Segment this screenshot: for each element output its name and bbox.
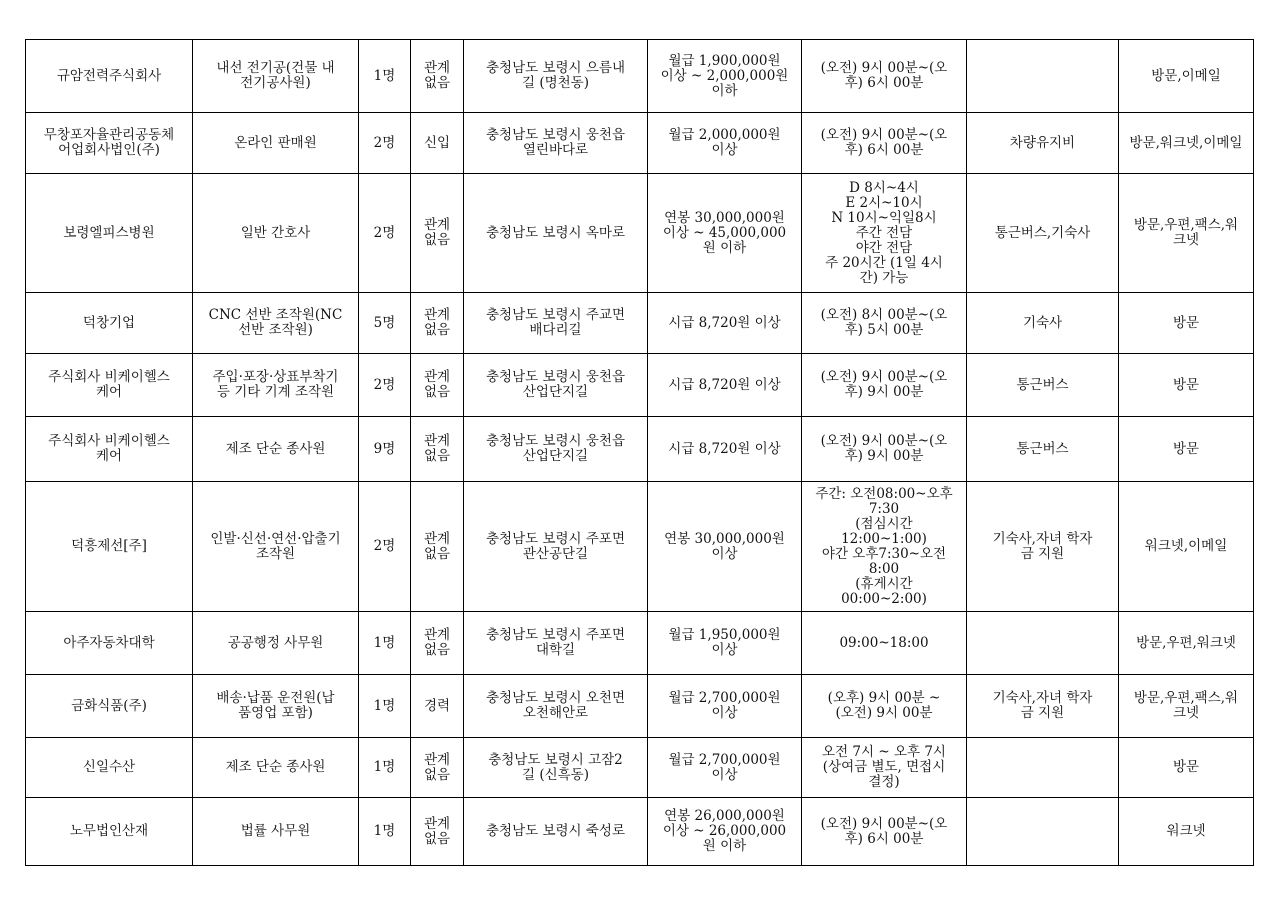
apply-method-cell: 방문 <box>1119 354 1254 417</box>
job-title-cell: CNC 선반 조작원(NC 선반 조작원) <box>193 293 359 354</box>
headcount-cell: 1명 <box>359 738 411 798</box>
work-hours-cell: (오후) 9시 00분 ~ (오전) 9시 00분 <box>802 675 967 738</box>
apply-method-cell: 방문 <box>1119 293 1254 354</box>
apply-method-cell: 방문,워크넷,이메일 <box>1119 113 1254 174</box>
experience-cell: 관계 없음 <box>411 354 464 417</box>
experience-cell: 경력 <box>411 675 464 738</box>
table-row <box>26 40 1254 113</box>
table-row <box>26 417 1254 482</box>
company-cell: 덕흥제선[주] <box>26 482 193 612</box>
location-cell: 충청남도 보령시 주포면 대학길 <box>464 612 648 675</box>
table-row <box>26 354 1254 417</box>
job-title-cell: 내선 전기공(건물 내 전기공사원) <box>193 40 359 113</box>
experience-cell: 관계 없음 <box>411 798 464 866</box>
wage-cell: 월급 2,000,000원 이상 <box>648 113 802 174</box>
location-cell: 충청남도 보령시 으름내 길 (명천동) <box>464 40 648 113</box>
benefits-cell: 통근버스,기숙사 <box>967 174 1119 293</box>
work-hours-cell: (오전) 9시 00분~(오 후) 9시 00분 <box>802 354 967 417</box>
experience-cell: 관계 없음 <box>411 482 464 612</box>
wage-cell: 시급 8,720원 이상 <box>648 417 802 482</box>
location-cell: 충청남도 보령시 웅천읍 산업단지길 <box>464 417 648 482</box>
work-hours-cell: (오전) 9시 00분~(오 후) 6시 00분 <box>802 40 967 113</box>
wage-cell: 월급 2,700,000원 이상 <box>648 738 802 798</box>
wage-cell: 시급 8,720원 이상 <box>648 354 802 417</box>
company-cell: 노무법인산재 <box>26 798 193 866</box>
location-cell: 충청남도 보령시 주포면 관산공단길 <box>464 482 648 612</box>
apply-method-cell: 방문,우편,팩스,워 크넷 <box>1119 675 1254 738</box>
location-cell: 충청남도 보령시 주교면 배다리길 <box>464 293 648 354</box>
work-hours-cell: 09:00~18:00 <box>802 612 967 675</box>
table-row <box>26 174 1254 293</box>
wage-cell: 연봉 30,000,000원 이상 ~ 45,000,000 원 이하 <box>648 174 802 293</box>
job-title-cell: 제조 단순 종사원 <box>193 738 359 798</box>
location-cell: 충청남도 보령시 고잠2 길 (신흑동) <box>464 738 648 798</box>
work-hours-cell: (오전) 8시 00분~(오 후) 5시 00분 <box>802 293 967 354</box>
experience-cell: 관계 없음 <box>411 40 464 113</box>
wage-cell: 시급 8,720원 이상 <box>648 293 802 354</box>
company-cell: 주식회사 비케이헬스 케어 <box>26 354 193 417</box>
experience-cell: 관계 없음 <box>411 174 464 293</box>
company-cell: 규암전력주식회사 <box>26 40 193 113</box>
job-title-cell: 일반 간호사 <box>193 174 359 293</box>
headcount-cell: 2명 <box>359 482 411 612</box>
table-row <box>26 738 1254 798</box>
company-cell: 덕창기업 <box>26 293 193 354</box>
company-cell: 신일수산 <box>26 738 193 798</box>
benefits-cell <box>967 612 1119 675</box>
job-listings-body <box>26 40 1254 866</box>
location-cell: 충청남도 보령시 오천면 오천해안로 <box>464 675 648 738</box>
benefits-cell: 기숙사 <box>967 293 1119 354</box>
location-cell: 충청남도 보령시 옥마로 <box>464 174 648 293</box>
work-hours-cell: D 8시~4시 E 2시~10시 N 10시~익일8시 주간 전담 야간 전담 주 20시간 (1일 4시 간) 가능 <box>802 174 967 293</box>
benefits-cell: 통근버스 <box>967 417 1119 482</box>
table-row <box>26 798 1254 866</box>
benefits-cell <box>967 738 1119 798</box>
job-title-cell: 온라인 판매원 <box>193 113 359 174</box>
table-row <box>26 113 1254 174</box>
apply-method-cell: 워크넷 <box>1119 798 1254 866</box>
work-hours-cell: 주간: 오전08:00~오후 7:30 (점심시간 12:00~1:00) 야간 오후7:30~오전 8:00 (휴게시간 00:00~2:00) <box>802 482 967 612</box>
experience-cell: 관계 없음 <box>411 612 464 675</box>
work-hours-cell: 오전 7시 ~ 오후 7시 (상여금 별도, 면접시 결정) <box>802 738 967 798</box>
job-title-cell: 공공행정 사무원 <box>193 612 359 675</box>
experience-cell: 관계 없음 <box>411 417 464 482</box>
headcount-cell: 2명 <box>359 354 411 417</box>
location-cell: 충청남도 보령시 웅천읍 산업단지길 <box>464 354 648 417</box>
experience-cell: 신입 <box>411 113 464 174</box>
benefits-cell <box>967 40 1119 113</box>
apply-method-cell: 방문 <box>1119 738 1254 798</box>
wage-cell: 월급 1,950,000원 이상 <box>648 612 802 675</box>
headcount-cell: 2명 <box>359 174 411 293</box>
job-title-cell: 인발·신선·연선·압출기 조작원 <box>193 482 359 612</box>
benefits-cell <box>967 798 1119 866</box>
apply-method-cell: 워크넷,이메일 <box>1119 482 1254 612</box>
company-cell: 무창포자율관리공동체 어업회사법인(주) <box>26 113 193 174</box>
experience-cell: 관계 없음 <box>411 738 464 798</box>
table-row <box>26 293 1254 354</box>
company-cell: 주식회사 비케이헬스 케어 <box>26 417 193 482</box>
wage-cell: 연봉 30,000,000원 이상 <box>648 482 802 612</box>
apply-method-cell: 방문,이메일 <box>1119 40 1254 113</box>
work-hours-cell: (오전) 9시 00분~(오 후) 9시 00분 <box>802 417 967 482</box>
headcount-cell: 1명 <box>359 798 411 866</box>
company-cell: 금화식품(주) <box>26 675 193 738</box>
company-cell: 보령엘피스병원 <box>26 174 193 293</box>
apply-method-cell: 방문,우편,워크넷 <box>1119 612 1254 675</box>
job-title-cell: 제조 단순 종사원 <box>193 417 359 482</box>
headcount-cell: 2명 <box>359 113 411 174</box>
table-row <box>26 675 1254 738</box>
headcount-cell: 1명 <box>359 612 411 675</box>
company-cell: 아주자동차대학 <box>26 612 193 675</box>
location-cell: 충청남도 보령시 웅천읍 열린바다로 <box>464 113 648 174</box>
headcount-cell: 1명 <box>359 40 411 113</box>
benefits-cell: 기숙사,자녀 학자 금 지원 <box>967 482 1119 612</box>
wage-cell: 월급 2,700,000원 이상 <box>648 675 802 738</box>
headcount-cell: 9명 <box>359 417 411 482</box>
wage-cell: 연봉 26,000,000원 이상 ~ 26,000,000 원 이하 <box>648 798 802 866</box>
benefits-cell: 차량유지비 <box>967 113 1119 174</box>
work-hours-cell: (오전) 9시 00분~(오 후) 6시 00분 <box>802 798 967 866</box>
work-hours-cell: (오전) 9시 00분~(오 후) 6시 00분 <box>802 113 967 174</box>
table-row <box>26 482 1254 612</box>
location-cell: 충청남도 보령시 죽성로 <box>464 798 648 866</box>
apply-method-cell: 방문 <box>1119 417 1254 482</box>
experience-cell: 관계 없음 <box>411 293 464 354</box>
wage-cell: 월급 1,900,000원 이상 ~ 2,000,000원 이하 <box>648 40 802 113</box>
job-title-cell: 주입·포장·상표부착기 등 기타 기계 조작원 <box>193 354 359 417</box>
job-title-cell: 배송·납품 운전원(납 품영업 포함) <box>193 675 359 738</box>
headcount-cell: 1명 <box>359 675 411 738</box>
benefits-cell: 통근버스 <box>967 354 1119 417</box>
headcount-cell: 5명 <box>359 293 411 354</box>
benefits-cell: 기숙사,자녀 학자 금 지원 <box>967 675 1119 738</box>
apply-method-cell: 방문,우편,팩스,워 크넷 <box>1119 174 1254 293</box>
job-listings-table <box>25 39 1254 866</box>
table-row <box>26 612 1254 675</box>
job-title-cell: 법률 사무원 <box>193 798 359 866</box>
